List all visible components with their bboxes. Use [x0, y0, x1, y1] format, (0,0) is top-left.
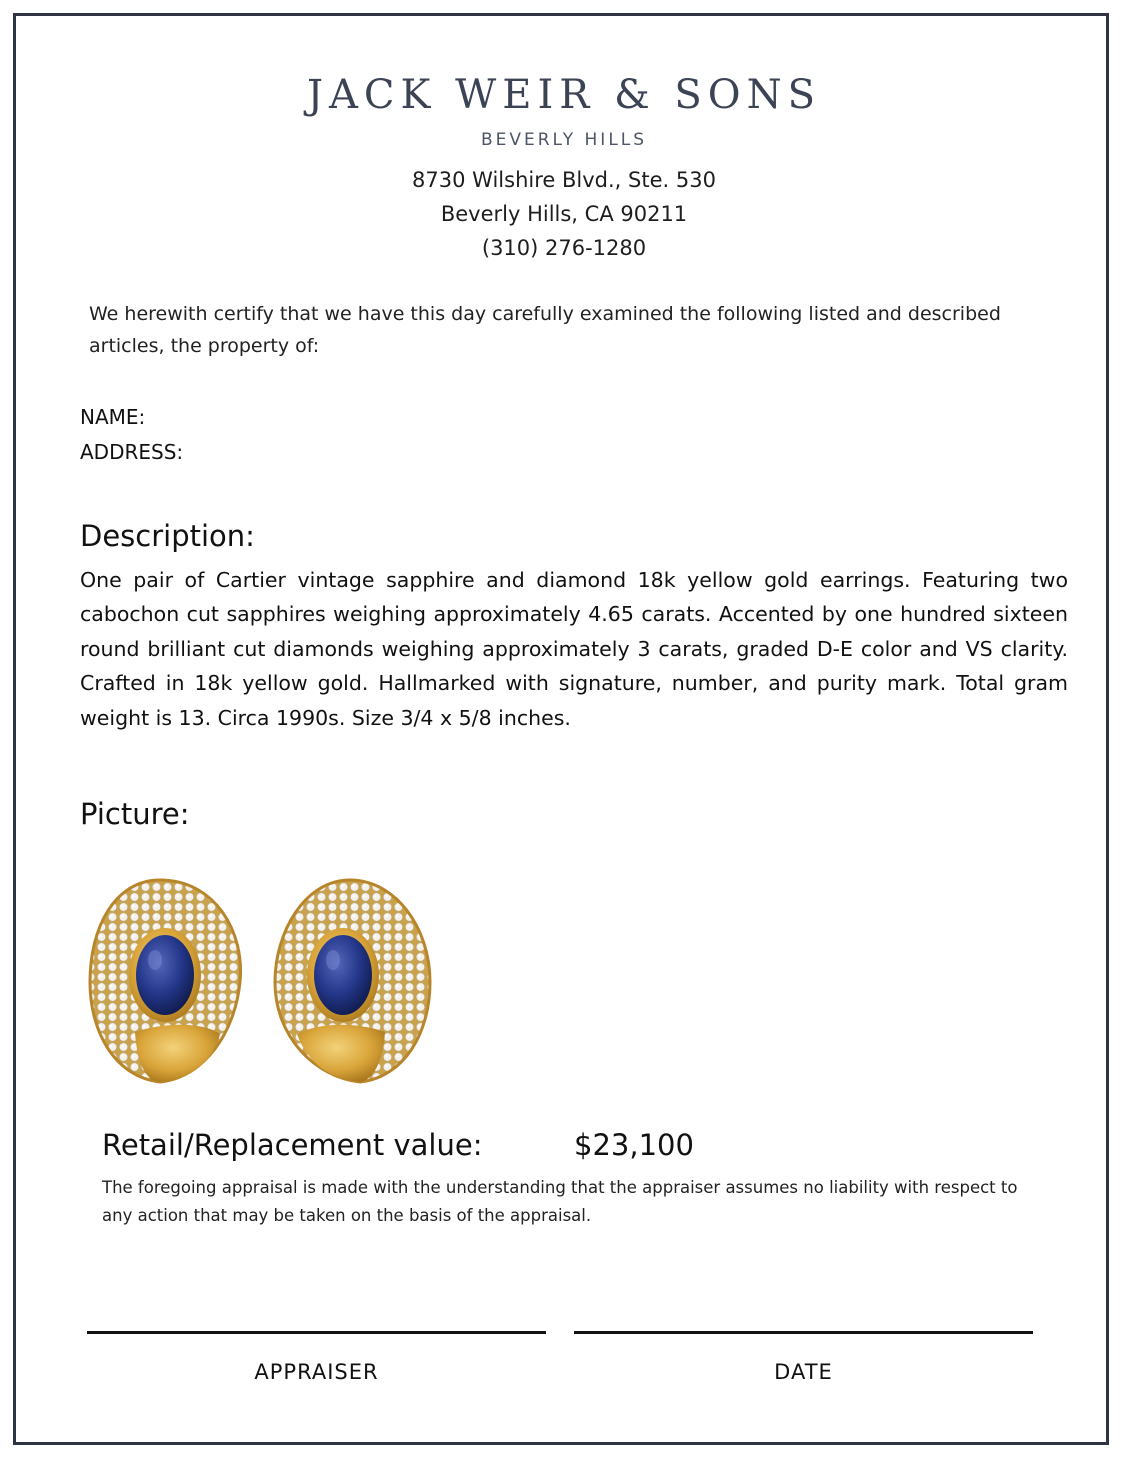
certification-statement: We herewith certify that we have this day carefully examined the following listed and described articles, the property of: — [89, 303, 1001, 357]
address-line-1: 8730 Wilshire Blvd., Ste. 530 — [412, 168, 716, 192]
value-amount: $23,100 — [574, 1128, 694, 1162]
value-label: Retail/Replacement value: — [102, 1128, 483, 1162]
disclaimer-text: The foregoing appraisal is made with the understanding that the appraiser assumes no liability with respect to any action that may be taken on the basis of the appraisal. — [102, 1178, 1018, 1225]
brand-location: BEVERLY HILLS — [480, 130, 648, 150]
date-label: DATE — [774, 1360, 833, 1384]
earring-right — [275, 880, 430, 1082]
earring-left — [90, 880, 241, 1082]
address-label: ADDRESS: — [80, 440, 184, 464]
brand-name: JACK WEIR & SONS — [307, 72, 821, 118]
date-signature-line — [574, 1331, 1033, 1334]
appraiser-label: APPRAISER — [254, 1360, 379, 1384]
address-line-2: Beverly Hills, CA 90211 — [440, 202, 688, 226]
earrings-photo — [85, 872, 435, 1094]
picture-heading: Picture: — [80, 797, 190, 831]
phone-number: (310) 276-1280 — [481, 236, 647, 260]
description-heading: Description: — [80, 519, 255, 553]
appraiser-signature-line — [87, 1331, 546, 1334]
name-label: NAME: — [80, 405, 146, 429]
description-text: One pair of Cartier vintage sapphire and diamond 18k yellow gold earrings. Featuring two cabochon cut sapphires weighing approximately 4.65 carats. Accented by one hundred sixteen round brilliant cut diamonds weighing approximately 3 carats, graded D-E color and VS clarity. Crafted in 18k yellow gold. Hallmarked with signature, number, and purity mark. Total gram weight is 13. Circa 1990s. Size 3/4 x 5/8 inches. — [80, 568, 1068, 730]
